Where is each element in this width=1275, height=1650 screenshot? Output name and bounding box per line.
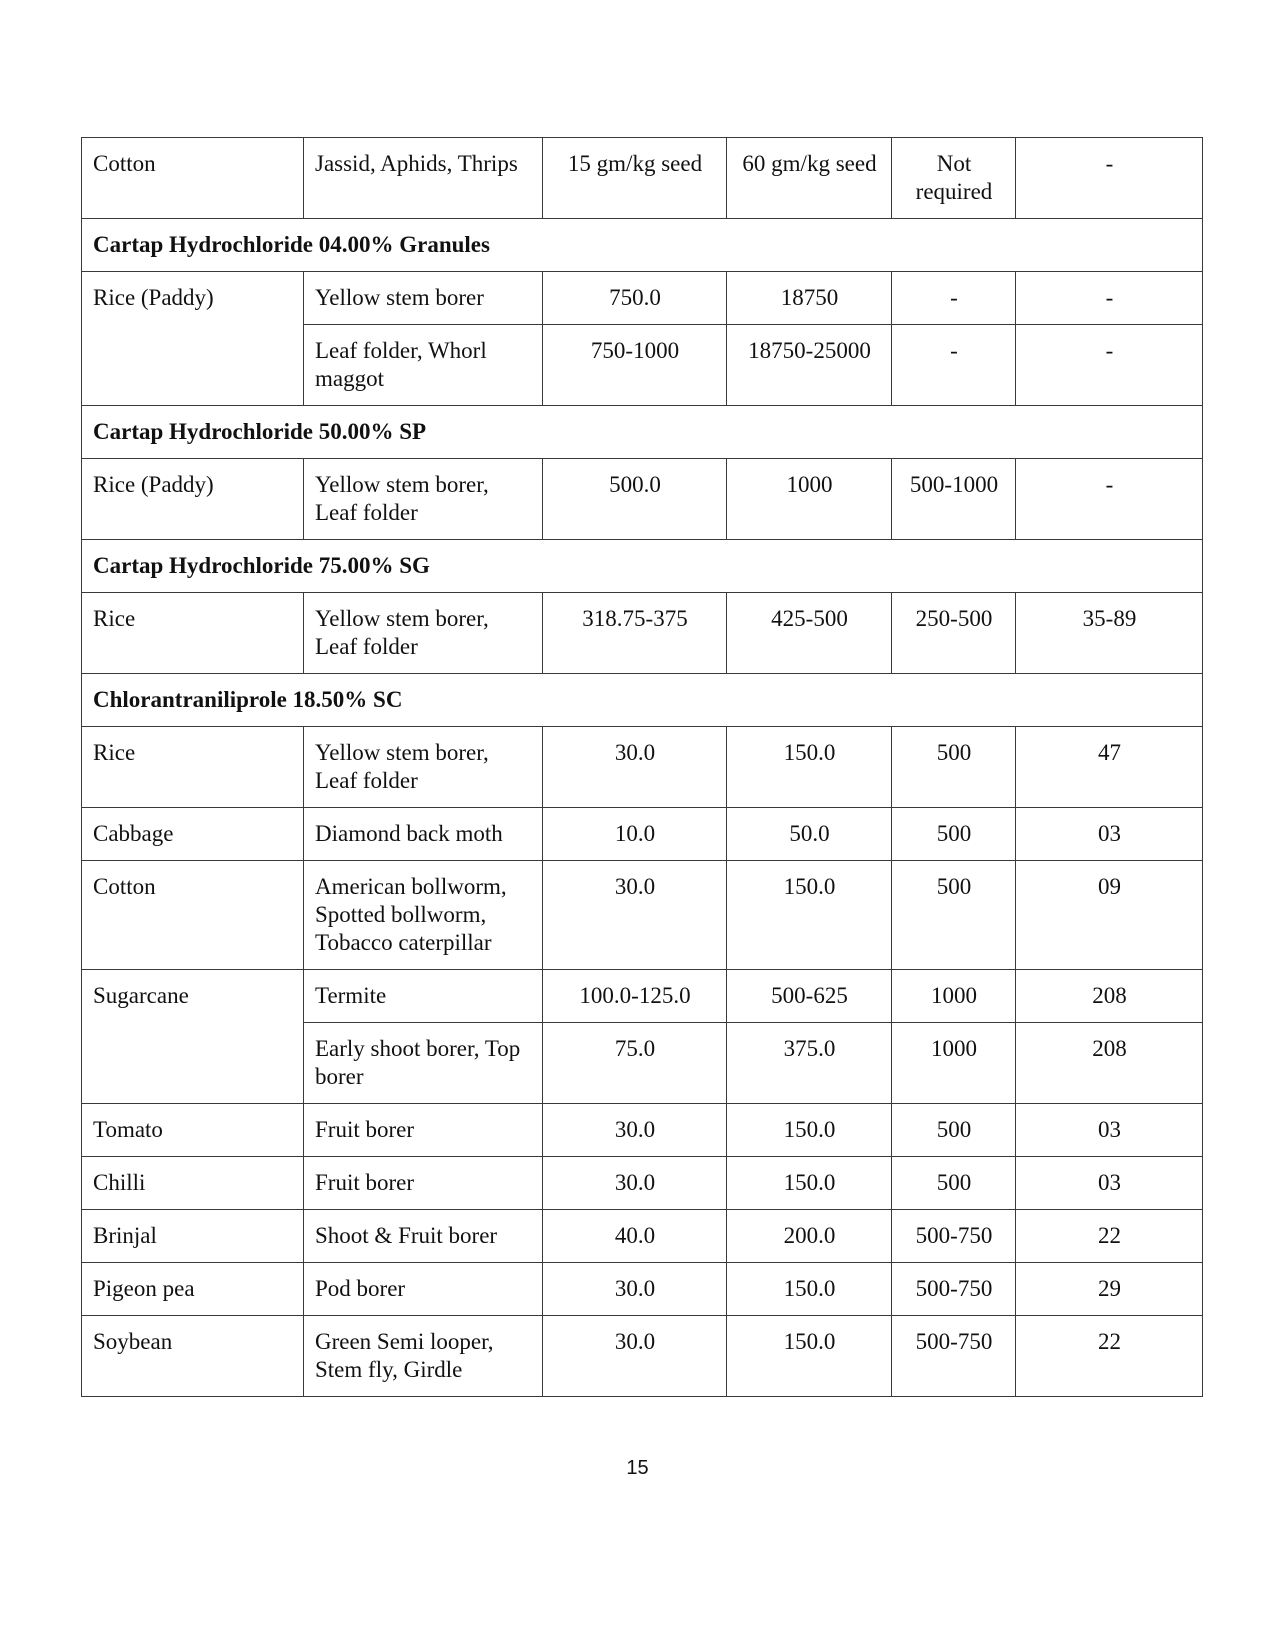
- dosage-cell: 40.0: [543, 1210, 727, 1263]
- formulation-cell: 50.0: [727, 808, 892, 861]
- section-header-row: [82, 219, 1203, 272]
- waiting-period-cell: 47: [1016, 727, 1203, 808]
- dilution-cell: -: [892, 325, 1016, 406]
- dosage-cell: 750.0: [543, 272, 727, 325]
- formulation-cell: 425-500: [727, 593, 892, 674]
- crop-cell: Tomato: [82, 1104, 304, 1157]
- waiting-period-cell: 208: [1016, 1023, 1203, 1104]
- waiting-period-cell: 03: [1016, 808, 1203, 861]
- formulation-cell: 150.0: [727, 1316, 892, 1397]
- pest-cell: Yellow stem borer: [304, 272, 543, 325]
- table-row: [82, 1157, 1203, 1210]
- formulation-cell: 200.0: [727, 1210, 892, 1263]
- table-row: [82, 727, 1203, 808]
- dilution-cell: 1000: [892, 970, 1016, 1023]
- dosage-cell: 30.0: [543, 1157, 727, 1210]
- table-row: [82, 970, 1203, 1023]
- pest-cell: Leaf folder, Whorl maggot: [304, 325, 543, 406]
- dilution-cell: 500: [892, 808, 1016, 861]
- waiting-period-cell: -: [1016, 325, 1203, 406]
- formulation-cell: 60 gm/kg seed: [727, 138, 892, 219]
- pest-cell: Termite: [304, 970, 543, 1023]
- formulation-cell: 150.0: [727, 1263, 892, 1316]
- dilution-cell: 250-500: [892, 593, 1016, 674]
- pest-cell: Diamond back moth: [304, 808, 543, 861]
- crop-cell: Rice: [82, 727, 304, 808]
- crop-cell: Pigeon pea: [82, 1263, 304, 1316]
- pest-cell: Early shoot borer, Top borer: [304, 1023, 543, 1104]
- dosage-cell: 500.0: [543, 459, 727, 540]
- dosage-cell: 30.0: [543, 1316, 727, 1397]
- dilution-cell: 500: [892, 1157, 1016, 1210]
- crop-cell: Cotton: [82, 138, 304, 219]
- table-row: [82, 138, 1203, 219]
- dosage-cell: 30.0: [543, 1104, 727, 1157]
- crop-cell: Sugarcane: [82, 970, 304, 1104]
- section-title: Cartap Hydrochloride 04.00% Granules: [82, 219, 1203, 272]
- waiting-period-cell: -: [1016, 138, 1203, 219]
- dilution-cell: 1000: [892, 1023, 1016, 1104]
- table-row: [82, 1263, 1203, 1316]
- pest-cell: Yellow stem borer, Leaf folder: [304, 459, 543, 540]
- crop-cell: Soybean: [82, 1316, 304, 1397]
- table-row: [82, 593, 1203, 674]
- dosage-cell: 318.75-375: [543, 593, 727, 674]
- crop-cell: Cotton: [82, 861, 304, 970]
- section-title: Cartap Hydrochloride 50.00% SP: [82, 406, 1203, 459]
- waiting-period-cell: 208: [1016, 970, 1203, 1023]
- dosage-cell: 10.0: [543, 808, 727, 861]
- formulation-cell: 375.0: [727, 1023, 892, 1104]
- pest-cell: Shoot & Fruit borer: [304, 1210, 543, 1263]
- table-row: [82, 1316, 1203, 1397]
- dilution-cell: 500: [892, 861, 1016, 970]
- formulation-cell: 500-625: [727, 970, 892, 1023]
- formulation-cell: 1000: [727, 459, 892, 540]
- formulation-cell: 18750-25000: [727, 325, 892, 406]
- dilution-cell: 500-750: [892, 1263, 1016, 1316]
- waiting-period-cell: -: [1016, 459, 1203, 540]
- table-row: [82, 1210, 1203, 1263]
- crop-cell: Brinjal: [82, 1210, 304, 1263]
- dosage-cell: 30.0: [543, 861, 727, 970]
- table-row: [82, 459, 1203, 540]
- waiting-period-cell: 29: [1016, 1263, 1203, 1316]
- crop-cell: Chilli: [82, 1157, 304, 1210]
- pesticide-dosage-table: [81, 137, 1203, 1397]
- pest-cell: Yellow stem borer, Leaf folder: [304, 727, 543, 808]
- crop-cell: Rice (Paddy): [82, 272, 304, 406]
- section-title: Chlorantraniliprole 18.50% SC: [82, 674, 1203, 727]
- pest-cell: Jassid, Aphids, Thrips: [304, 138, 543, 219]
- pest-cell: Pod borer: [304, 1263, 543, 1316]
- formulation-cell: 150.0: [727, 1104, 892, 1157]
- dosage-cell: 750-1000: [543, 325, 727, 406]
- dosage-cell: 30.0: [543, 727, 727, 808]
- waiting-period-cell: 03: [1016, 1104, 1203, 1157]
- dilution-cell: Not required: [892, 138, 1016, 219]
- crop-cell: Cabbage: [82, 808, 304, 861]
- crop-cell: Rice: [82, 593, 304, 674]
- crop-cell: Rice (Paddy): [82, 459, 304, 540]
- page-number: 15: [626, 1457, 649, 1479]
- dosage-cell: 75.0: [543, 1023, 727, 1104]
- dosage-cell: 100.0-125.0: [543, 970, 727, 1023]
- section-header-row: [82, 406, 1203, 459]
- dilution-cell: 500-1000: [892, 459, 1016, 540]
- waiting-period-cell: 09: [1016, 861, 1203, 970]
- waiting-period-cell: 03: [1016, 1157, 1203, 1210]
- formulation-cell: 150.0: [727, 861, 892, 970]
- dilution-cell: 500: [892, 727, 1016, 808]
- table-row: [82, 808, 1203, 861]
- pest-cell: Fruit borer: [304, 1157, 543, 1210]
- table-row: [82, 861, 1203, 970]
- formulation-cell: 150.0: [727, 1157, 892, 1210]
- table-body: [82, 138, 1203, 1397]
- pest-cell: Green Semi looper, Stem fly, Girdle: [304, 1316, 543, 1397]
- dosage-cell: 30.0: [543, 1263, 727, 1316]
- waiting-period-cell: 22: [1016, 1316, 1203, 1397]
- formulation-cell: 150.0: [727, 727, 892, 808]
- section-header-row: [82, 674, 1203, 727]
- pest-cell: Fruit borer: [304, 1104, 543, 1157]
- pest-cell: Yellow stem borer, Leaf folder: [304, 593, 543, 674]
- waiting-period-cell: 22: [1016, 1210, 1203, 1263]
- table-row: [82, 1104, 1203, 1157]
- section-title: Cartap Hydrochloride 75.00% SG: [82, 540, 1203, 593]
- waiting-period-cell: 35-89: [1016, 593, 1203, 674]
- dilution-cell: 500-750: [892, 1316, 1016, 1397]
- pest-cell: American bollworm, Spotted bollworm, Tobacco caterpillar: [304, 861, 543, 970]
- section-header-row: [82, 540, 1203, 593]
- table-row: [82, 272, 1203, 325]
- dilution-cell: -: [892, 272, 1016, 325]
- dosage-cell: 15 gm/kg seed: [543, 138, 727, 219]
- waiting-period-cell: -: [1016, 272, 1203, 325]
- dilution-cell: 500-750: [892, 1210, 1016, 1263]
- dilution-cell: 500: [892, 1104, 1016, 1157]
- formulation-cell: 18750: [727, 272, 892, 325]
